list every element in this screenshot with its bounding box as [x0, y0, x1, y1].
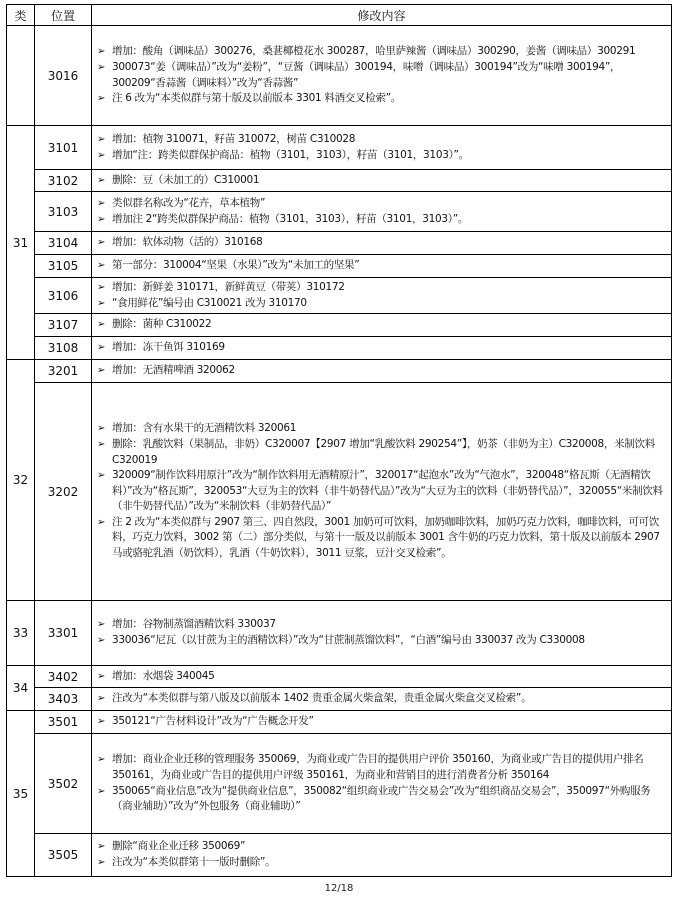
arrow-bullet-icon: ➢: [97, 297, 106, 309]
table-row: [7, 314, 672, 337]
class-number-cell: [7, 26, 35, 126]
modification-entry: [96, 714, 668, 730]
arrow-bullet-icon: ➢: [97, 670, 106, 682]
modification-cell: [92, 666, 672, 688]
modification-entry: [96, 173, 668, 189]
modification-cell: [92, 383, 672, 601]
modification-cell: [92, 26, 672, 126]
modification-entry: [96, 196, 668, 212]
position-cell: 3107: [35, 314, 92, 337]
arrow-bullet-icon: ➢: [97, 365, 106, 377]
position-cell: 3103: [35, 192, 92, 232]
modification-entry: [96, 44, 668, 60]
page-number: 12/18: [324, 883, 354, 894]
arrow-bullet-icon: ➢: [97, 213, 106, 225]
header-class: 类: [7, 5, 35, 26]
position-cell: 3502: [35, 734, 92, 834]
entry-text: 删除：菌种 C310022: [112, 318, 212, 331]
position-cell: 3301: [35, 601, 92, 666]
arrow-bullet-icon: ➢: [97, 470, 106, 482]
modification-entry: [96, 280, 668, 296]
entry-text: 注 2 改为“本类似群与 2907 第三、四自然段，3001 加奶可可饮料，加奶咖啡饮料，加奶巧克力饮料，咖啡饮料，可可饮料，巧克力饮料，3002 第（二）部分类似，与第十一版及以前版本 3001 含牛奶的巧克力饮料，第十版及以前版本 2907 马或骆驼乳酒（奶饮料），乳酒（牛奶饮料），3011 豆浆，豆汁交叉检索”。: [112, 515, 660, 560]
modification-entry: [96, 437, 668, 468]
position-cell: 3501: [35, 711, 92, 734]
modification-entry: [96, 212, 668, 228]
modification-entry: [96, 258, 668, 274]
entry-text: 增加：水烟袋 340045: [112, 669, 215, 682]
entry-text: 删除：乳酸饮料（果制品，非奶）C320007【2907 增加“乳酸饮料 290254”】，奶茶（非奶为主）C320008，米制饮料 C320019: [112, 437, 655, 466]
entry-text: 350121“广告材料设计”改为“广告概念开发”: [112, 715, 314, 728]
position-cell: 3104: [35, 232, 92, 255]
table-row: [7, 711, 672, 734]
modification-cell: [92, 734, 672, 834]
entry-text: “食用鲜花”编号由 C310021 改为 310170: [112, 296, 307, 309]
position-cell: 3016: [35, 26, 92, 126]
table-row: [7, 360, 672, 383]
position-cell: 3101: [35, 126, 92, 170]
modification-cell: [92, 255, 672, 278]
modification-entry: [96, 839, 668, 855]
table-row: [7, 734, 672, 834]
modification-entry: [96, 468, 668, 515]
modification-entry: [96, 515, 668, 562]
table-row: [7, 278, 672, 314]
arrow-bullet-icon: ➢: [97, 133, 106, 145]
table-row: [7, 192, 672, 232]
arrow-bullet-icon: ➢: [97, 342, 106, 354]
modification-cell: [92, 711, 672, 734]
arrow-bullet-icon: ➢: [97, 237, 106, 249]
modification-entry: [96, 752, 668, 783]
modification-cell: [92, 337, 672, 360]
arrow-bullet-icon: ➢: [97, 281, 106, 293]
class-number-cell: 31: [7, 126, 35, 360]
modification-cell: [92, 278, 672, 314]
modification-entry: [96, 235, 668, 251]
entry-text: 增加：无酒精啤酒 320062: [112, 364, 235, 377]
modification-entry: [96, 421, 668, 437]
arrow-bullet-icon: ➢: [97, 438, 106, 450]
arrow-bullet-icon: ➢: [97, 61, 106, 73]
arrow-bullet-icon: ➢: [97, 260, 106, 272]
table-row: [7, 601, 672, 666]
class-number-cell: 32: [7, 360, 35, 601]
entry-text: 增加：含有水果干的无酒精饮料 320061: [112, 422, 297, 435]
entry-text: 350065“商业信息”改为“提供商业信息”，350082“组织商业或广告交易会”改为“组织商品交易会”，350097“外购服务（商业辅助）”改为“外包服务（商业辅助）”: [112, 784, 651, 813]
entry-text: 删除“商业企业迁移 350069”: [112, 840, 246, 853]
class-number-cell: 35: [7, 711, 35, 877]
entry-text: 增加：软体动物（活的）310168: [112, 236, 263, 249]
arrow-bullet-icon: ➢: [97, 716, 106, 728]
table-row: [7, 834, 672, 877]
modification-entry: [96, 317, 668, 333]
entry-text: 类似群名称改为“花卉，草本植物”: [112, 196, 266, 209]
entry-text: 增加：冻干鱼饵 310169: [112, 341, 225, 354]
arrow-bullet-icon: ➢: [97, 423, 106, 435]
arrow-bullet-icon: ➢: [97, 841, 106, 853]
arrow-bullet-icon: ➢: [97, 693, 106, 705]
entry-text: 增加：谷物制蒸馏酒精饮料 330037: [112, 618, 276, 631]
arrow-bullet-icon: ➢: [97, 46, 106, 58]
position-cell: 3105: [35, 255, 92, 278]
entry-text: 第一部分：310004“坚果（水果）”改为“未加工的坚果”: [112, 259, 360, 272]
arrow-bullet-icon: ➢: [97, 516, 106, 528]
entry-text: 注 6 改为“本类似群与第十版及以前版本 3301 料酒交叉检索”。: [112, 92, 401, 105]
modification-entry: [96, 363, 668, 379]
arrow-bullet-icon: ➢: [97, 754, 106, 766]
position-cell: 3402: [35, 666, 92, 688]
position-cell: 3202: [35, 383, 92, 601]
entry-text: 增加：新鲜姜 310171，新鲜黄豆（带荚）310172: [112, 280, 345, 293]
table-row: [7, 170, 672, 192]
modification-entry: [96, 855, 668, 871]
entry-text: 注改为“本类似群第十一版时删除”。: [112, 856, 276, 868]
table-row: [7, 383, 672, 601]
header-modification: 修改内容: [92, 5, 672, 26]
modification-cell: [92, 601, 672, 666]
arrow-bullet-icon: ➢: [97, 174, 106, 186]
arrow-bullet-icon: ➢: [97, 635, 106, 646]
modification-entry: [96, 784, 668, 815]
table-row: [7, 255, 672, 278]
table-row: [7, 666, 672, 688]
modification-cell: [92, 360, 672, 383]
modification-cell: [92, 688, 672, 711]
entry-text: 增加“注：跨类似群保护商品：植物（3101，3103），籽苗（3101，3103）”。: [112, 148, 469, 161]
position-cell: 3403: [35, 688, 92, 711]
modification-cell: [92, 314, 672, 337]
position-cell: 3505: [35, 834, 92, 877]
arrow-bullet-icon: ➢: [97, 857, 106, 868]
position-cell: 3106: [35, 278, 92, 314]
modification-entry: [96, 617, 668, 633]
position-cell: 3108: [35, 337, 92, 360]
modification-entry: [96, 60, 668, 91]
modification-cell: [92, 126, 672, 170]
arrow-bullet-icon: ➢: [97, 785, 106, 797]
modification-entry: [96, 148, 668, 164]
modification-cell: [92, 170, 672, 192]
modification-entry: [96, 691, 668, 707]
position-cell: 3201: [35, 360, 92, 383]
modification-entry: [96, 633, 668, 649]
table-row: [7, 26, 672, 126]
entry-text: 增加：植物 310071，籽苗 310072，树苗 C310028: [112, 132, 356, 145]
modification-cell: [92, 232, 672, 255]
entry-text: 增加：商业企业迁移的管理服务 350069，为商业或广告目的提供用户评价 350160，为商业或广告目的提供用户排名 350161，为商业或广告目的提供用户评级 350161，为商业和营销目的进行消费者分析 350164: [112, 753, 644, 781]
arrow-bullet-icon: ➢: [97, 149, 106, 161]
arrow-bullet-icon: ➢: [97, 619, 106, 631]
arrow-bullet-icon: ➢: [97, 197, 106, 209]
modification-cell: [92, 192, 672, 232]
modification-entry: [96, 132, 668, 148]
table-body: [7, 26, 672, 877]
entry-text: 注改为“本类似群与第八版及以前版本 1402 贵重金属火柴盒架，贵重金属火柴盒交叉检索”。: [112, 692, 532, 705]
modification-entry: [96, 669, 668, 685]
modification-entry: [96, 340, 668, 356]
arrow-bullet-icon: ➢: [97, 319, 106, 331]
table-row: [7, 232, 672, 255]
revision-table: [6, 4, 672, 877]
modification-entry: [96, 91, 668, 107]
entry-text: 320009“制作饮料用原汁”改为“制作饮料用无酒精原汁”，320017“起泡水”改为“气泡水”，320048“格瓦斯（无酒精饮料）”改为“格瓦斯”，320053“大豆为主的饮料（非牛奶替代品）”改为“大豆为主的饮料（非奶替代品）”，320055“米制饮料（非牛奶替代品）”改为“米制饮料（非奶替代品）”: [112, 469, 663, 513]
table-row: [7, 126, 672, 170]
table-row: [7, 688, 672, 711]
entry-text: 删除：豆（未加工的）C310001: [112, 173, 260, 186]
header-position: 位置: [35, 5, 92, 26]
modification-entry: [96, 296, 668, 312]
modification-cell: [92, 834, 672, 877]
position-cell: 3102: [35, 170, 92, 192]
class-number-cell: 33: [7, 601, 35, 666]
table-header-row: [7, 5, 672, 26]
arrow-bullet-icon: ➢: [97, 93, 106, 105]
table-row: [7, 337, 672, 360]
entry-text: 增加：酸角（调味品）300276，桑葚椰橙花水 300287，哈里萨辣酱（调味品）300290，姜酱（调味品）300291: [112, 45, 636, 58]
entry-text: 300073“姜（调味品）”改为“姜粉”，“豆酱（调味品）300194，味噌（调味品）300194”改为“味噌 300194”，300209“香蒜酱（调味料）”改为“香蒜酱”: [112, 60, 621, 89]
class-number-cell: 34: [7, 666, 35, 711]
entry-text: 330036“尼瓦（以甘蔗为主的酒精饮料）”改为“甘蔗制蒸馏饮料”，“白酒”编号由 330037 改为 C330008: [112, 634, 585, 646]
entry-text: 增加注 2“跨类似群保护商品：植物（3101，3103），籽苗（3101，3103）”。: [112, 212, 469, 225]
